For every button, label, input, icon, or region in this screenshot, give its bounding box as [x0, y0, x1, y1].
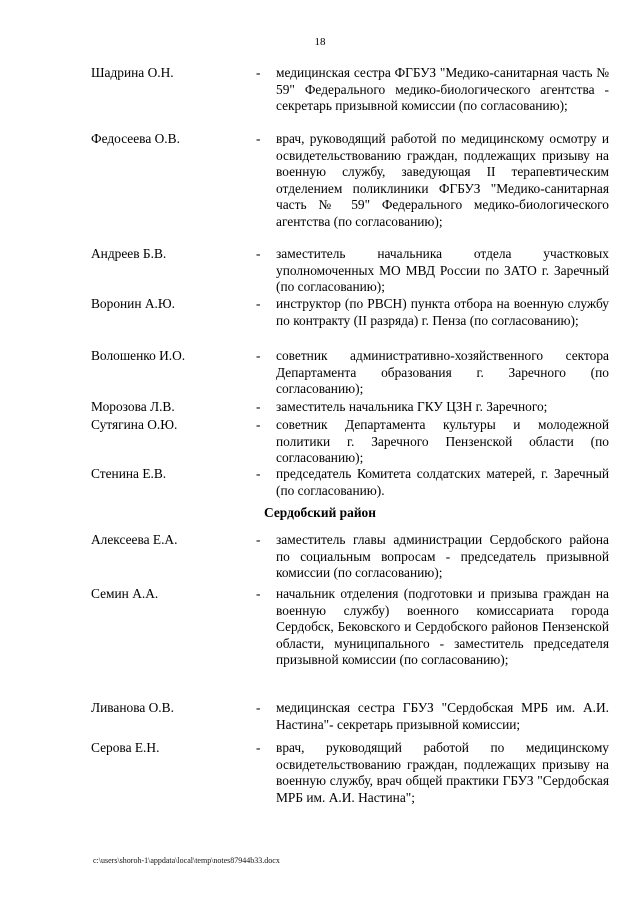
member-name: Воронин А.Ю.: [91, 296, 175, 311]
member-role: врач, руководящий работой по медицинскому осмотру и освидетельствованию граждан, подлежащих призыву на военную службу, заведующая II терапевтическим отделением поликлиники ФГБУЗ "Медико-санитарная часть № 59" Федерального медико-биологического агентства (по согласованию);: [276, 131, 609, 229]
member-name: Ливанова О.В.: [91, 700, 174, 715]
member-role: советник административно-хозяйственного сектора Департамента образования г. Заречного (по согласованию);: [276, 348, 609, 396]
dash: -: [256, 417, 261, 432]
dash: -: [256, 740, 261, 755]
member-role: инструктор (по РВСН) пункта отбора на военную службу по контракту (II разряда) г. Пенза (по согласованию);: [276, 296, 609, 328]
file-path-footer: c:\users\shoroh-1\appdata\local\temp\notes87944b33.docx: [93, 856, 280, 865]
dash: -: [256, 399, 261, 414]
member-name: Семин А.А.: [91, 586, 159, 601]
dash: -: [256, 246, 261, 261]
dash: -: [256, 131, 261, 146]
dash: -: [256, 348, 261, 363]
member-name: Серова Е.Н.: [91, 740, 160, 755]
dash: -: [256, 700, 261, 715]
member-role: врач, руководящий работой по медицинскому освидетельствованию граждан, подлежащих призыву на военную службу, врач общей практики ГБУЗ "Сердобская МРБ им. А.И. Настина";: [276, 740, 609, 805]
member-name: Алексеева Е.А.: [91, 532, 178, 547]
member-role: советник Департамента культуры и молодежной политики г. Заречного Пензенской области (по согласованию);: [276, 417, 609, 465]
section-title: Сердобский район: [264, 505, 376, 520]
member-role: председатель Комитета солдатских матерей, г. Заречный (по согласованию).: [276, 466, 609, 498]
page-number: 18: [314, 36, 326, 48]
dash: -: [256, 532, 261, 547]
member-name: Шадрина О.Н.: [91, 65, 174, 80]
member-role: заместитель главы администрации Сердобского района по социальным вопросам - председатель призывной комиссии (по согласованию);: [276, 532, 609, 580]
dash: -: [256, 65, 261, 80]
dash: -: [256, 466, 261, 481]
member-role: заместитель начальника отдела участковых уполномоченных МО МВД России по ЗАТО г. Заречный (по согласованию);: [276, 246, 609, 294]
member-name: Морозова Л.В.: [91, 399, 175, 414]
member-name: Стенина Е.В.: [91, 466, 167, 481]
member-role: начальник отделения (подготовки и призыва граждан на военную службу) военного комиссариата города Сердобск, Бековского и Сердобского районов Пензенской области, муниципального - заместитель председателя призывной комиссии (по согласованию);: [276, 586, 609, 667]
member-role: заместитель начальника ГКУ ЦЗН г. Заречного;: [276, 399, 548, 414]
member-role: медицинская сестра ФГБУЗ "Медико-санитарная часть № 59" Федерального медико-биологического агентства - секретарь призывной комиссии (по согласованию);: [276, 65, 609, 113]
dash: -: [256, 586, 261, 601]
member-name: Андреев Б.В.: [91, 246, 167, 261]
member-name: Федосеева О.В.: [91, 131, 180, 146]
member-name: Сутягина О.Ю.: [91, 417, 178, 432]
member-role: медицинская сестра ГБУЗ "Сердобская МРБ им. А.И. Настина"- секретарь призывной комиссии;: [276, 700, 609, 732]
dash: -: [256, 296, 261, 311]
member-name: Волошенко И.О.: [91, 348, 186, 363]
